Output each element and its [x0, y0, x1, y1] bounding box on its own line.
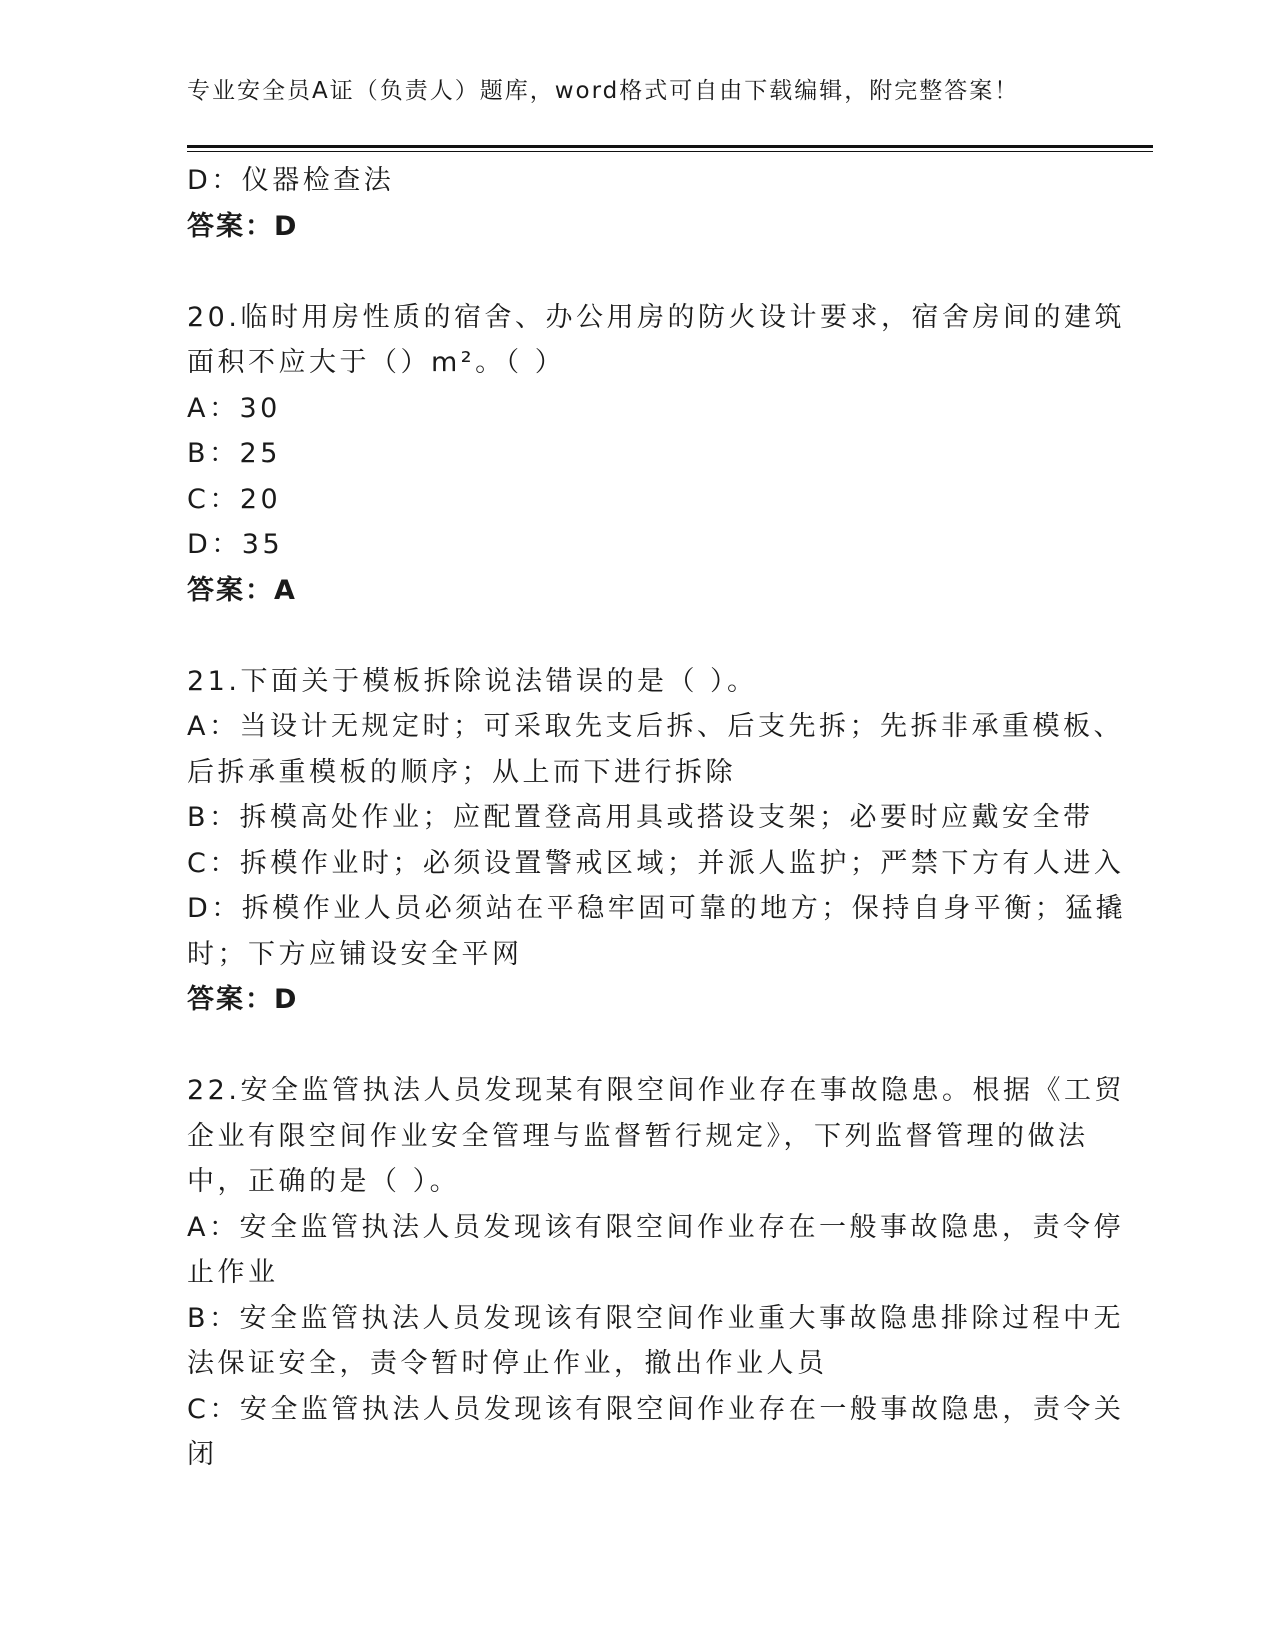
- page-header: 专业安全员A证（负责人）题库，word格式可自由下载编辑，附完整答案！: [187, 78, 1020, 104]
- question-22-line: 中，正确的是（ ）。: [187, 1166, 461, 1197]
- option-line: C：20: [187, 483, 282, 515]
- question-22-line: 22.安全监管执法人员发现某有限空间作业存在事故隐患。根据《工贸: [187, 1075, 1125, 1106]
- option-line: A：当设计无规定时；可采取先支后拆、后支先拆；先拆非承重模板、: [187, 711, 1124, 742]
- option-line: C：拆模作业时；必须设置警戒区域；并派人监护；严禁下方有人进入: [187, 847, 1125, 879]
- spacer: [187, 249, 1087, 295]
- question-20-line: 20.临时用房性质的宿舍、办公用房的防火设计要求，宿舍房间的建筑: [187, 301, 1125, 333]
- option-line: 法保证安全，责令暂时停止作业，撤出作业人员: [187, 1348, 828, 1379]
- option-line: 时；下方应铺设安全平网: [187, 938, 523, 970]
- question-21-line: 21.下面关于模板拆除说法错误的是（ ）。: [187, 665, 758, 697]
- answer-line: 答案：D: [187, 210, 299, 242]
- question-20-line: 面积不应大于（）m²。（ ）: [187, 347, 566, 378]
- option-line: D：35: [187, 529, 284, 560]
- answer-line: 答案：A: [187, 574, 297, 606]
- header-rule-thin: [187, 151, 1153, 152]
- option-line: B：拆模高处作业；应配置登高用具或搭设支架；必要时应戴安全带: [187, 802, 1094, 833]
- option-line: D：拆模作业人员必须站在平稳牢固可靠的地方；保持自身平衡；猛撬: [187, 893, 1127, 924]
- spacer: [187, 1023, 1087, 1069]
- answer-line: 答案：D: [187, 984, 299, 1015]
- question-content: [187, 158, 1127, 1478]
- spacer: [187, 613, 1087, 659]
- question-22-line: 企业有限空间作业安全管理与监督暂行规定》，下列监督管理的做法: [187, 1120, 1089, 1152]
- option-line: A：30: [187, 392, 281, 424]
- option-line: D：仪器检查法: [187, 165, 395, 196]
- header-rule-thick: [187, 145, 1153, 148]
- option-line: 后拆承重模板的顺序；从上而下进行拆除: [187, 756, 736, 788]
- option-line: B：安全监管执法人员发现该有限空间作业重大事故隐患排除过程中无: [187, 1302, 1125, 1334]
- option-line: B：25: [187, 438, 281, 469]
- option-line: A：安全监管执法人员发现该有限空间作业存在一般事故隐患，责令停: [187, 1211, 1124, 1243]
- option-line: 闭: [187, 1439, 218, 1470]
- option-line: C：安全监管执法人员发现该有限空间作业存在一般事故隐患，责令关: [187, 1393, 1125, 1425]
- option-line: 止作业: [187, 1257, 279, 1288]
